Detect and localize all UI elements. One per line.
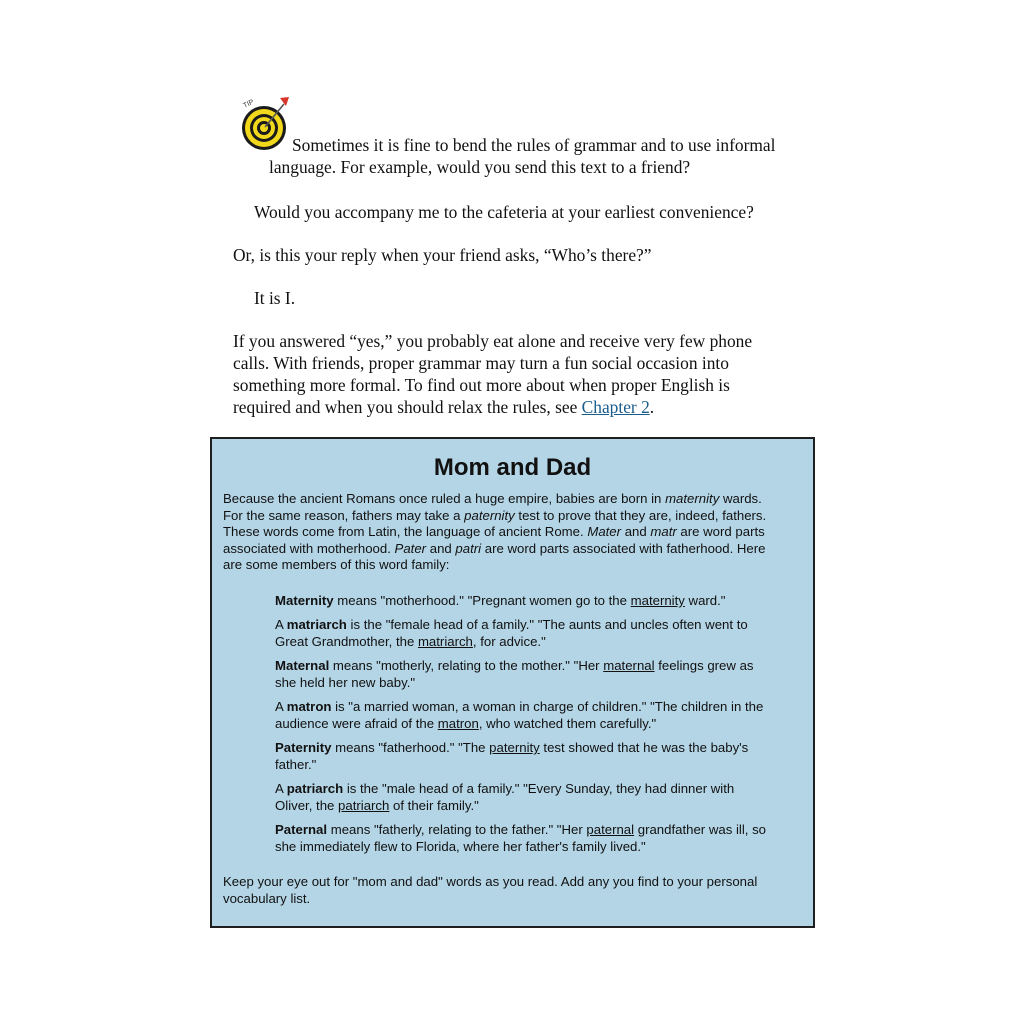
list-item-patriarch: A patriarch is the "male head of a family." "Every Sunday, they had dinner with Oliver, the patriarch of their family.": [275, 781, 735, 813]
closing-paragraph: If you answered “yes,” you probably eat alone and receive very few phone calls. With friends, proper grammar may turn a fun social occasion into something more formal. To find out more about when proper English is required and when you should relax the rules, see Chapter 2.: [233, 331, 753, 417]
tip-text-line1: Sometimes it is fine to bend the rules of grammar and to use informal: [292, 135, 776, 155]
list-item-maternal: Maternal means "motherly, relating to the mother." "Her maternal feelings grew as she held her new baby.": [275, 658, 754, 690]
tip-icon-label: TIP: [242, 98, 256, 110]
sidebar-title: Mom and Dad: [433, 454, 592, 481]
mom-and-dad-sidebar: [210, 437, 815, 928]
target-tip-icon: [240, 94, 292, 152]
list-item-matron: A matron is "a married woman, a woman in charge of children." "The children in the audience were afraid of the matron, who watched them carefully.": [275, 699, 764, 731]
chapter-2-link[interactable]: Chapter 2: [581, 397, 650, 417]
list-item-maternity: Maternity means "motherhood." "Pregnant women go to the maternity ward.": [275, 593, 726, 608]
example-reply: It is I.: [254, 288, 296, 308]
sidebar-outro: Keep your eye out for "mom and dad" words as you read. Add any you find to your personal vocabulary list.: [223, 874, 758, 906]
list-item-paternity: Paternity means "fatherhood." "The paternity test showed that he was the baby's father.": [275, 740, 749, 772]
example-formal-sentence: Would you accompany me to the cafeteria at your earliest convenience?: [254, 202, 754, 222]
tip-text-line2: language. For example, would you send this text to a friend?: [269, 157, 691, 177]
reply-question: Or, is this your reply when your friend asks, “Who’s there?”: [233, 245, 652, 265]
list-item-matriarch: A matriarch is the "female head of a family." "The aunts and uncles often went to Great Grandmother, the matriarch, for advice.": [275, 617, 748, 649]
list-item-paternal: Paternal means "fatherly, relating to the father." "Her paternal grandfather was ill, so she immediately flew to Florida, where her father's family lived.": [275, 822, 767, 854]
sidebar-intro: Because the ancient Romans once ruled a huge empire, babies are born in maternity wards. For the same reason, fathers may take a paternity test to prove that they are, indeed, fathers. These words come from Latin, the language of ancient Rome. Mater and matr are word parts associated with motherhood. Pater and patri are word parts associated with fatherhood. Here are some members of this word family:: [223, 491, 767, 573]
